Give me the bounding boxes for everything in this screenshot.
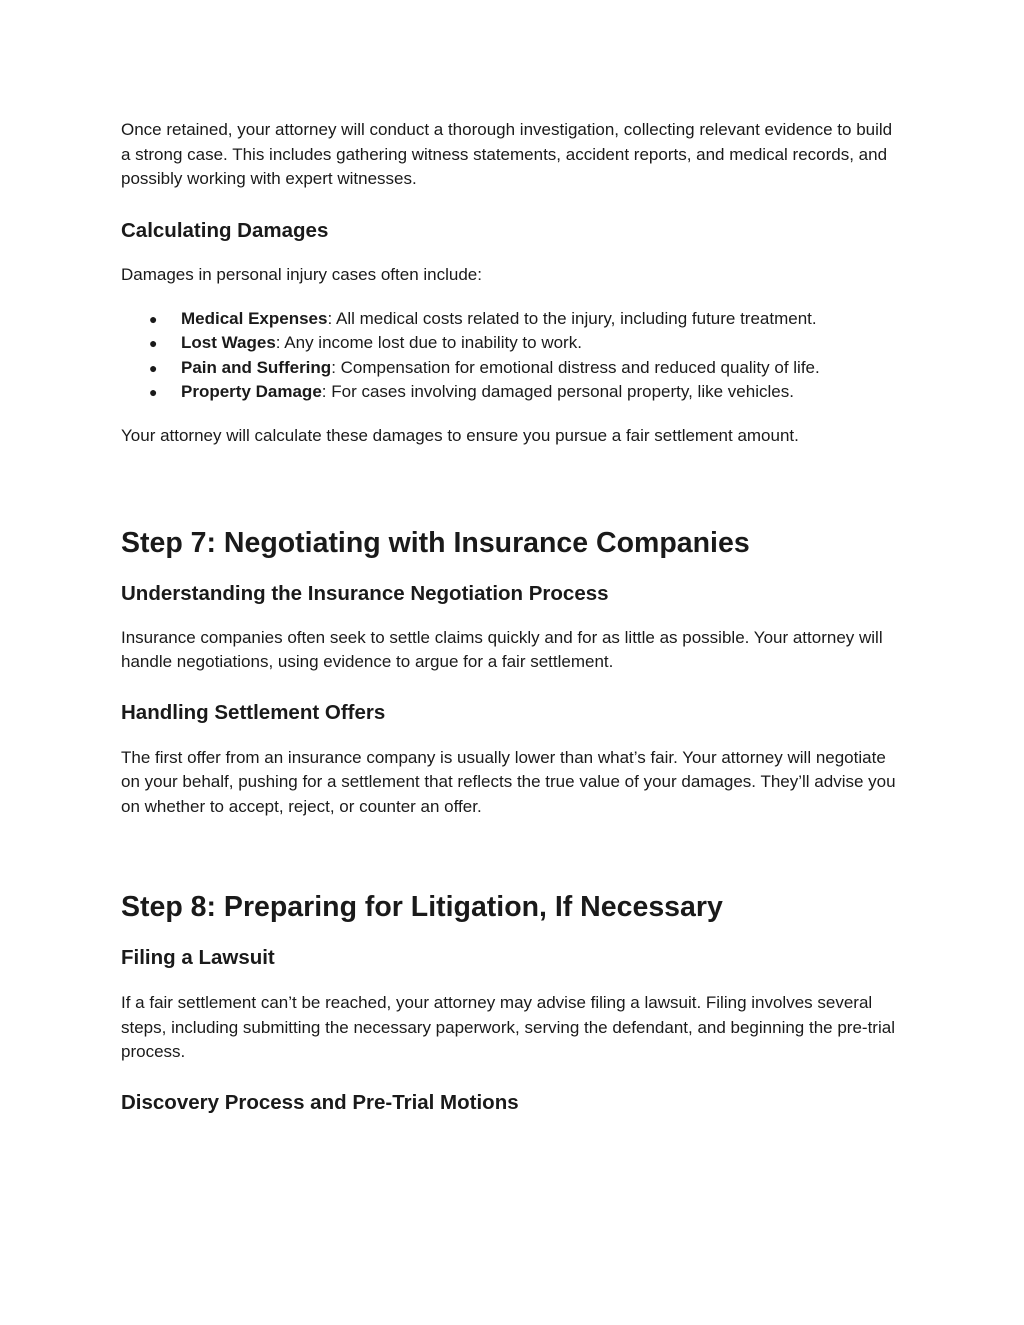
list-item [121,307,901,331]
list-item-text: : Compensation for emotional distress and reduced quality of life. [331,357,820,377]
list-item-text: : For cases involving damaged personal property, like vehicles. [321,381,794,401]
settlement-offers-paragraph: The first offer from an insurance company is usually lower than what’s fair. Your attorney will negotiate on your behalf, pushing for a settlement that reflects the true value of your damages. They’ll advise you on whether to accept, reject, or counter an offer. [121,747,896,816]
list-item [121,356,901,380]
list-item-text: : All medical costs related to the injury, including future treatment. [327,309,817,328]
insurance-negotiation-heading: Understanding the Insurance Negotiation Process [121,581,609,605]
calculating-damages-heading: Calculating Damages [121,218,329,242]
insurance-negotiation-paragraph: Insurance companies often seek to settle claims quickly and for as little as possible. Your attorney will handle negotiations, using evidence to argue for a fair settlement. [121,627,883,672]
discovery-process-heading: Discovery Process and Pre-Trial Motions [121,1090,519,1114]
step8-heading: Step 8: Preparing for Litigation, If Necessary [121,891,723,924]
bullet-icon: ● [149,335,158,352]
document-page [121,118,901,1116]
list-item-term: Property Damage [181,381,322,401]
list-item-term: Lost Wages [181,333,276,353]
list-item [121,331,901,355]
bullet-icon: ● [149,383,158,400]
intro-paragraph: Once retained, your attorney will conduct a thorough investigation, collecting relevant evidence to build a strong case. This includes gathering witness statements, accident reports, and medical records, and possibly working with expert witnesses. [121,120,893,188]
bullet-icon: ● [149,311,158,327]
filing-lawsuit-paragraph: If a fair settlement can’t be reached, your attorney may advise filing a lawsuit. Filing involves several steps, including submitting the necessary paperwork, serving the defendant, and beginning the pre-trial process. [121,993,895,1062]
step7-heading: Step 7: Negotiating with Insurance Companies [121,526,750,559]
damages-closing-paragraph: Your attorney will calculate these damages to ensure you pursue a fair settlement amount. [121,426,799,446]
settlement-offers-heading: Handling Settlement Offers [121,700,386,724]
filing-lawsuit-heading: Filing a Lawsuit [121,946,275,970]
damages-list [121,307,901,404]
list-item [121,380,901,404]
damages-lead-paragraph: Damages in personal injury cases often include: [121,264,482,284]
bullet-icon: ● [149,359,158,376]
list-item-text: : Any income lost due to inability to work. [275,333,582,353]
list-item-term: Medical Expenses [181,309,328,328]
list-item-term: Pain and Suffering [181,357,332,377]
